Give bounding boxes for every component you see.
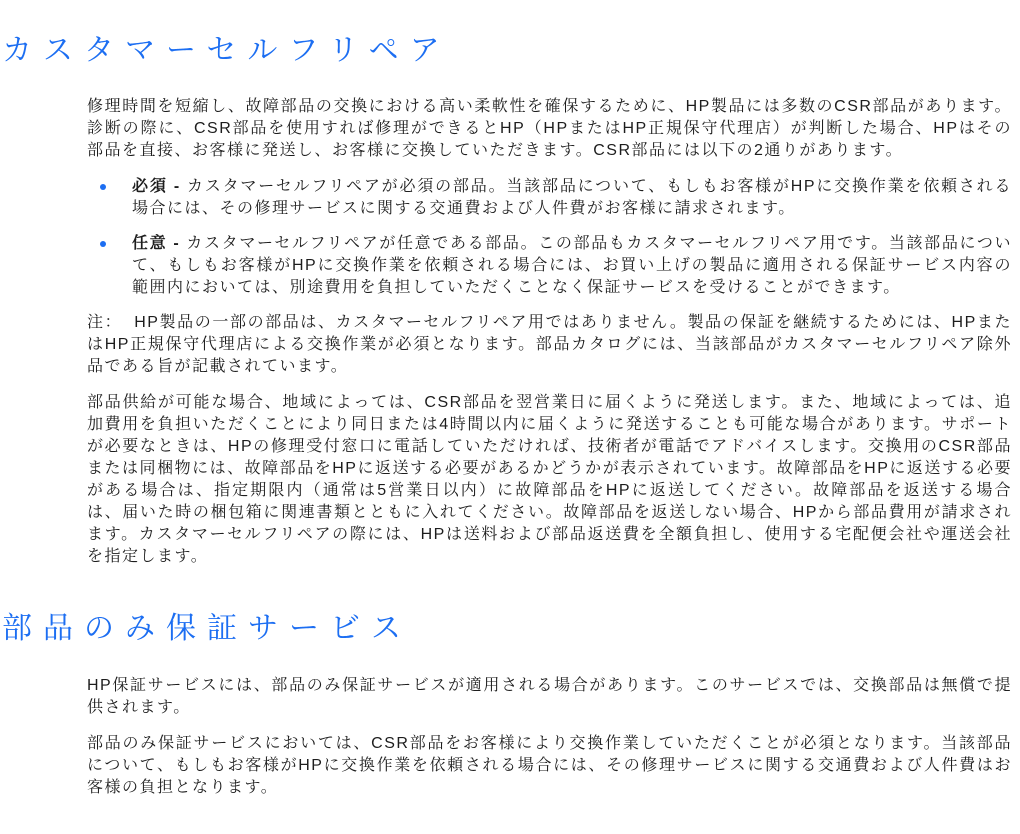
- section-heading-customer-self-repair: カスタマーセルフリペア: [2, 34, 451, 67]
- paragraph-note: [87, 312, 1012, 378]
- bullet-text-optional: カスタマーセルフリペアが任意である部品。この部品もカスタマーセルフリペア用です。当該部品について、もしもお客様がHPに交換作業を依頼される場合には、お買い上げの製品に適用される保証サービス内容の範囲内においては、別途費用を負担していただくことなく保証サービスを受けることができます。: [132, 234, 1012, 296]
- note-text: HP製品の一部の部品は、カスタマーセルフリペア用ではありません。製品の保証を継続するためには、HPまたはHP正規保守代理店による交換作業が必須となります。部品カタログには、当該部品がカスタマーセルフリペア除外品である旨が記載されています。: [87, 313, 1012, 375]
- bullet-text-mandatory: カスタマーセルフリペアが必須の部品。当該部品について、もしもお客様がHPに交換作業を依頼される場合には、その修理サービスに関する交通費および人件費がお客様に請求されます。: [132, 177, 1012, 217]
- bullet-icon: [100, 184, 106, 190]
- csr-part-types-list: [87, 176, 1012, 299]
- paragraph-csr-shipping: 部品供給が可能な場合、地域によっては、CSR部品を翌営業日に届くように発送します。また、地域によっては、追加費用を負担いただくことにより同日または4時間以内に届くように発送することも可能な場合があります。サポートが必要なときは、HPの修理受付窓口に電話していただければ、技術者が電話でアドバイスします。交換用のCSR部品または同梱物には、故障部品をHPに返送する必要があるかどうかが表示されています。故障部品をHPに返送する必要がある場合は、指定期限内（通常は5営業日以内）に故障部品をHPに返送してください。故障部品を返送する場合は、届いた時の梱包箱に関連書類とともに入れてください。故障部品を返送しない場合、HPから部品費用が請求されます。カスタマーセルフリペアの際には、HPは送料および部品返送費を全額負担し、使用する宅配便会社や運送会社を指定します。: [87, 393, 1012, 565]
- paragraph-csr-intro: 修理時間を短縮し、故障部品の交換における高い柔軟性を確保するために、HP製品には多数のCSR部品があります。診断の際に、CSR部品を使用すれば修理ができるとHP（HPまたはHP正規保守代理店）が判断した場合、HPはその部品を直接、お客様に発送し、お客様に交換していただきます。CSR部品には以下の2通りがあります。: [87, 97, 1012, 159]
- paragraph-parts-only-2: 部品のみ保証サービスにおいては、CSR部品をお客様により交換作業していただくことが必須となります。当該部品について、もしもお客様がHPに交換作業を依頼される場合には、その修理サービスに関する交通費および人件費はお客様の負担となります。: [87, 735, 1012, 796]
- list-item-mandatory: [87, 176, 1012, 220]
- bullet-label-mandatory: 必須 -: [132, 177, 187, 195]
- section-heading-parts-only-warranty: 部品のみ保証サービス: [2, 611, 412, 645]
- bullet-icon: [100, 241, 106, 247]
- list-item-optional: [87, 233, 1012, 299]
- paragraph-parts-only-1: HP保証サービスには、部品のみ保証サービスが適用される場合があります。このサービスでは、交換部品は無償で提供されます。: [87, 677, 1012, 716]
- section-body-customer-self-repair: [87, 96, 1012, 568]
- bullet-label-optional: 任意 -: [132, 234, 187, 252]
- section-body-parts-only-warranty: [87, 675, 1012, 799]
- note-label: 注：: [87, 313, 123, 331]
